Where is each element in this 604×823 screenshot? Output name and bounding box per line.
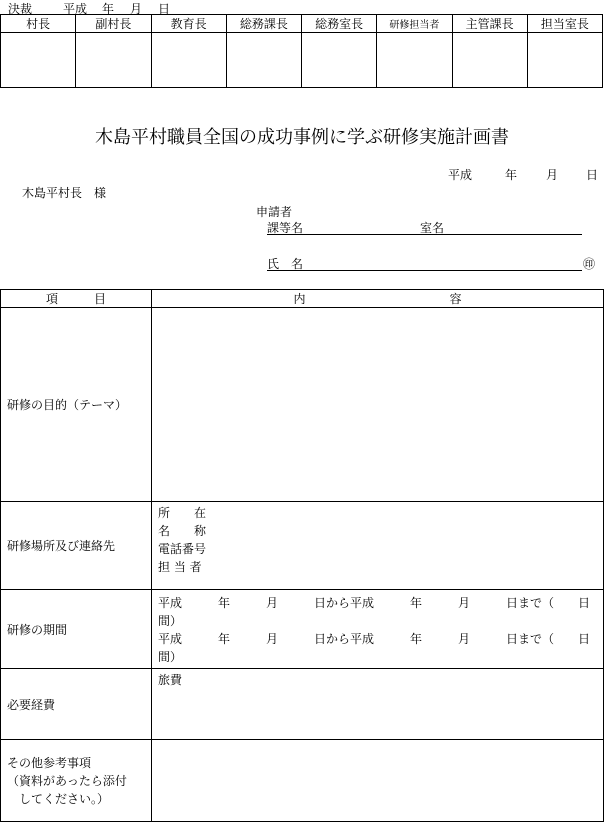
date-year: 年: [505, 168, 518, 182]
plan-table: [0, 289, 604, 822]
location-address-label: 所 在: [158, 506, 207, 520]
other-label-line: してください。）: [7, 791, 110, 806]
name-label: 氏 名: [267, 257, 304, 271]
document-title: 木島平村職員全国の成功事例に学ぶ研修実施計画書: [95, 127, 509, 148]
period-content[interactable]: [152, 590, 604, 669]
header-item: 項 目: [1, 290, 152, 308]
other-content[interactable]: [152, 740, 604, 822]
location-content[interactable]: [152, 502, 604, 590]
applicant-label: 申請者: [256, 205, 293, 219]
name-underline[interactable]: [267, 270, 582, 271]
dept-label: 課等名: [267, 221, 304, 235]
approval-col-header: 総務室長: [302, 15, 377, 33]
approval-col-header: 担当室長: [527, 15, 602, 33]
approval-col-header: 総務課長: [226, 15, 301, 33]
date-era: 平成: [448, 168, 473, 182]
expenses-label: 必要経費: [1, 669, 152, 740]
approval-stamp-table: [0, 14, 603, 88]
location-label: 研修場所及び連絡先: [1, 502, 152, 590]
approval-col-header: 村長: [1, 15, 76, 33]
approval-col-header: 研修担当者: [377, 15, 452, 33]
other-label-line: （資料があったら添付: [7, 773, 127, 788]
travel-expense-label: 旅費: [158, 673, 183, 687]
kessai-label: 決裁: [8, 2, 33, 16]
seal-mark: ㊞: [583, 257, 596, 271]
header-content: 内 容: [152, 290, 604, 308]
approval-stamp-cell[interactable]: [527, 33, 602, 88]
approval-stamp-cell[interactable]: [302, 33, 377, 88]
approval-date-month: 月: [130, 2, 143, 16]
approval-col-header: 主管課長: [452, 15, 527, 33]
approval-col-header: 副村長: [76, 15, 151, 33]
addressee: 木島平村長 様: [22, 186, 107, 200]
approval-date-era: 平成: [63, 2, 88, 16]
period-line: 平成 年 月 日から平成 年 月 日まで（ 日間）: [158, 632, 591, 664]
approval-stamp-cell[interactable]: [226, 33, 301, 88]
other-label-line: その他参考事項: [7, 755, 92, 770]
approval-date-year: 年: [102, 2, 115, 16]
period-line: 平成 年 月 日から平成 年 月 日まで（ 日間）: [158, 596, 591, 628]
approval-stamp-cell[interactable]: [151, 33, 226, 88]
location-phone-label: 電話番号: [158, 542, 207, 556]
purpose-label: 研修の目的（テーマ）: [1, 308, 152, 502]
approval-date-day: 日: [158, 2, 171, 16]
approval-col-header: 教育長: [151, 15, 226, 33]
approval-stamp-cell[interactable]: [1, 33, 76, 88]
room-label: 室名: [420, 221, 445, 235]
location-name-label: 名 称: [158, 524, 207, 538]
date-month: 月: [546, 168, 559, 182]
period-label: 研修の期間: [1, 590, 152, 669]
location-contact-label: 担 当 者: [158, 560, 202, 574]
expenses-content[interactable]: [152, 669, 604, 740]
approval-stamp-cell[interactable]: [452, 33, 527, 88]
other-label: [1, 740, 152, 822]
approval-stamp-cell[interactable]: [377, 33, 452, 88]
purpose-content[interactable]: [152, 308, 604, 502]
date-day: 日: [586, 168, 599, 182]
approval-stamp-cell[interactable]: [76, 33, 151, 88]
